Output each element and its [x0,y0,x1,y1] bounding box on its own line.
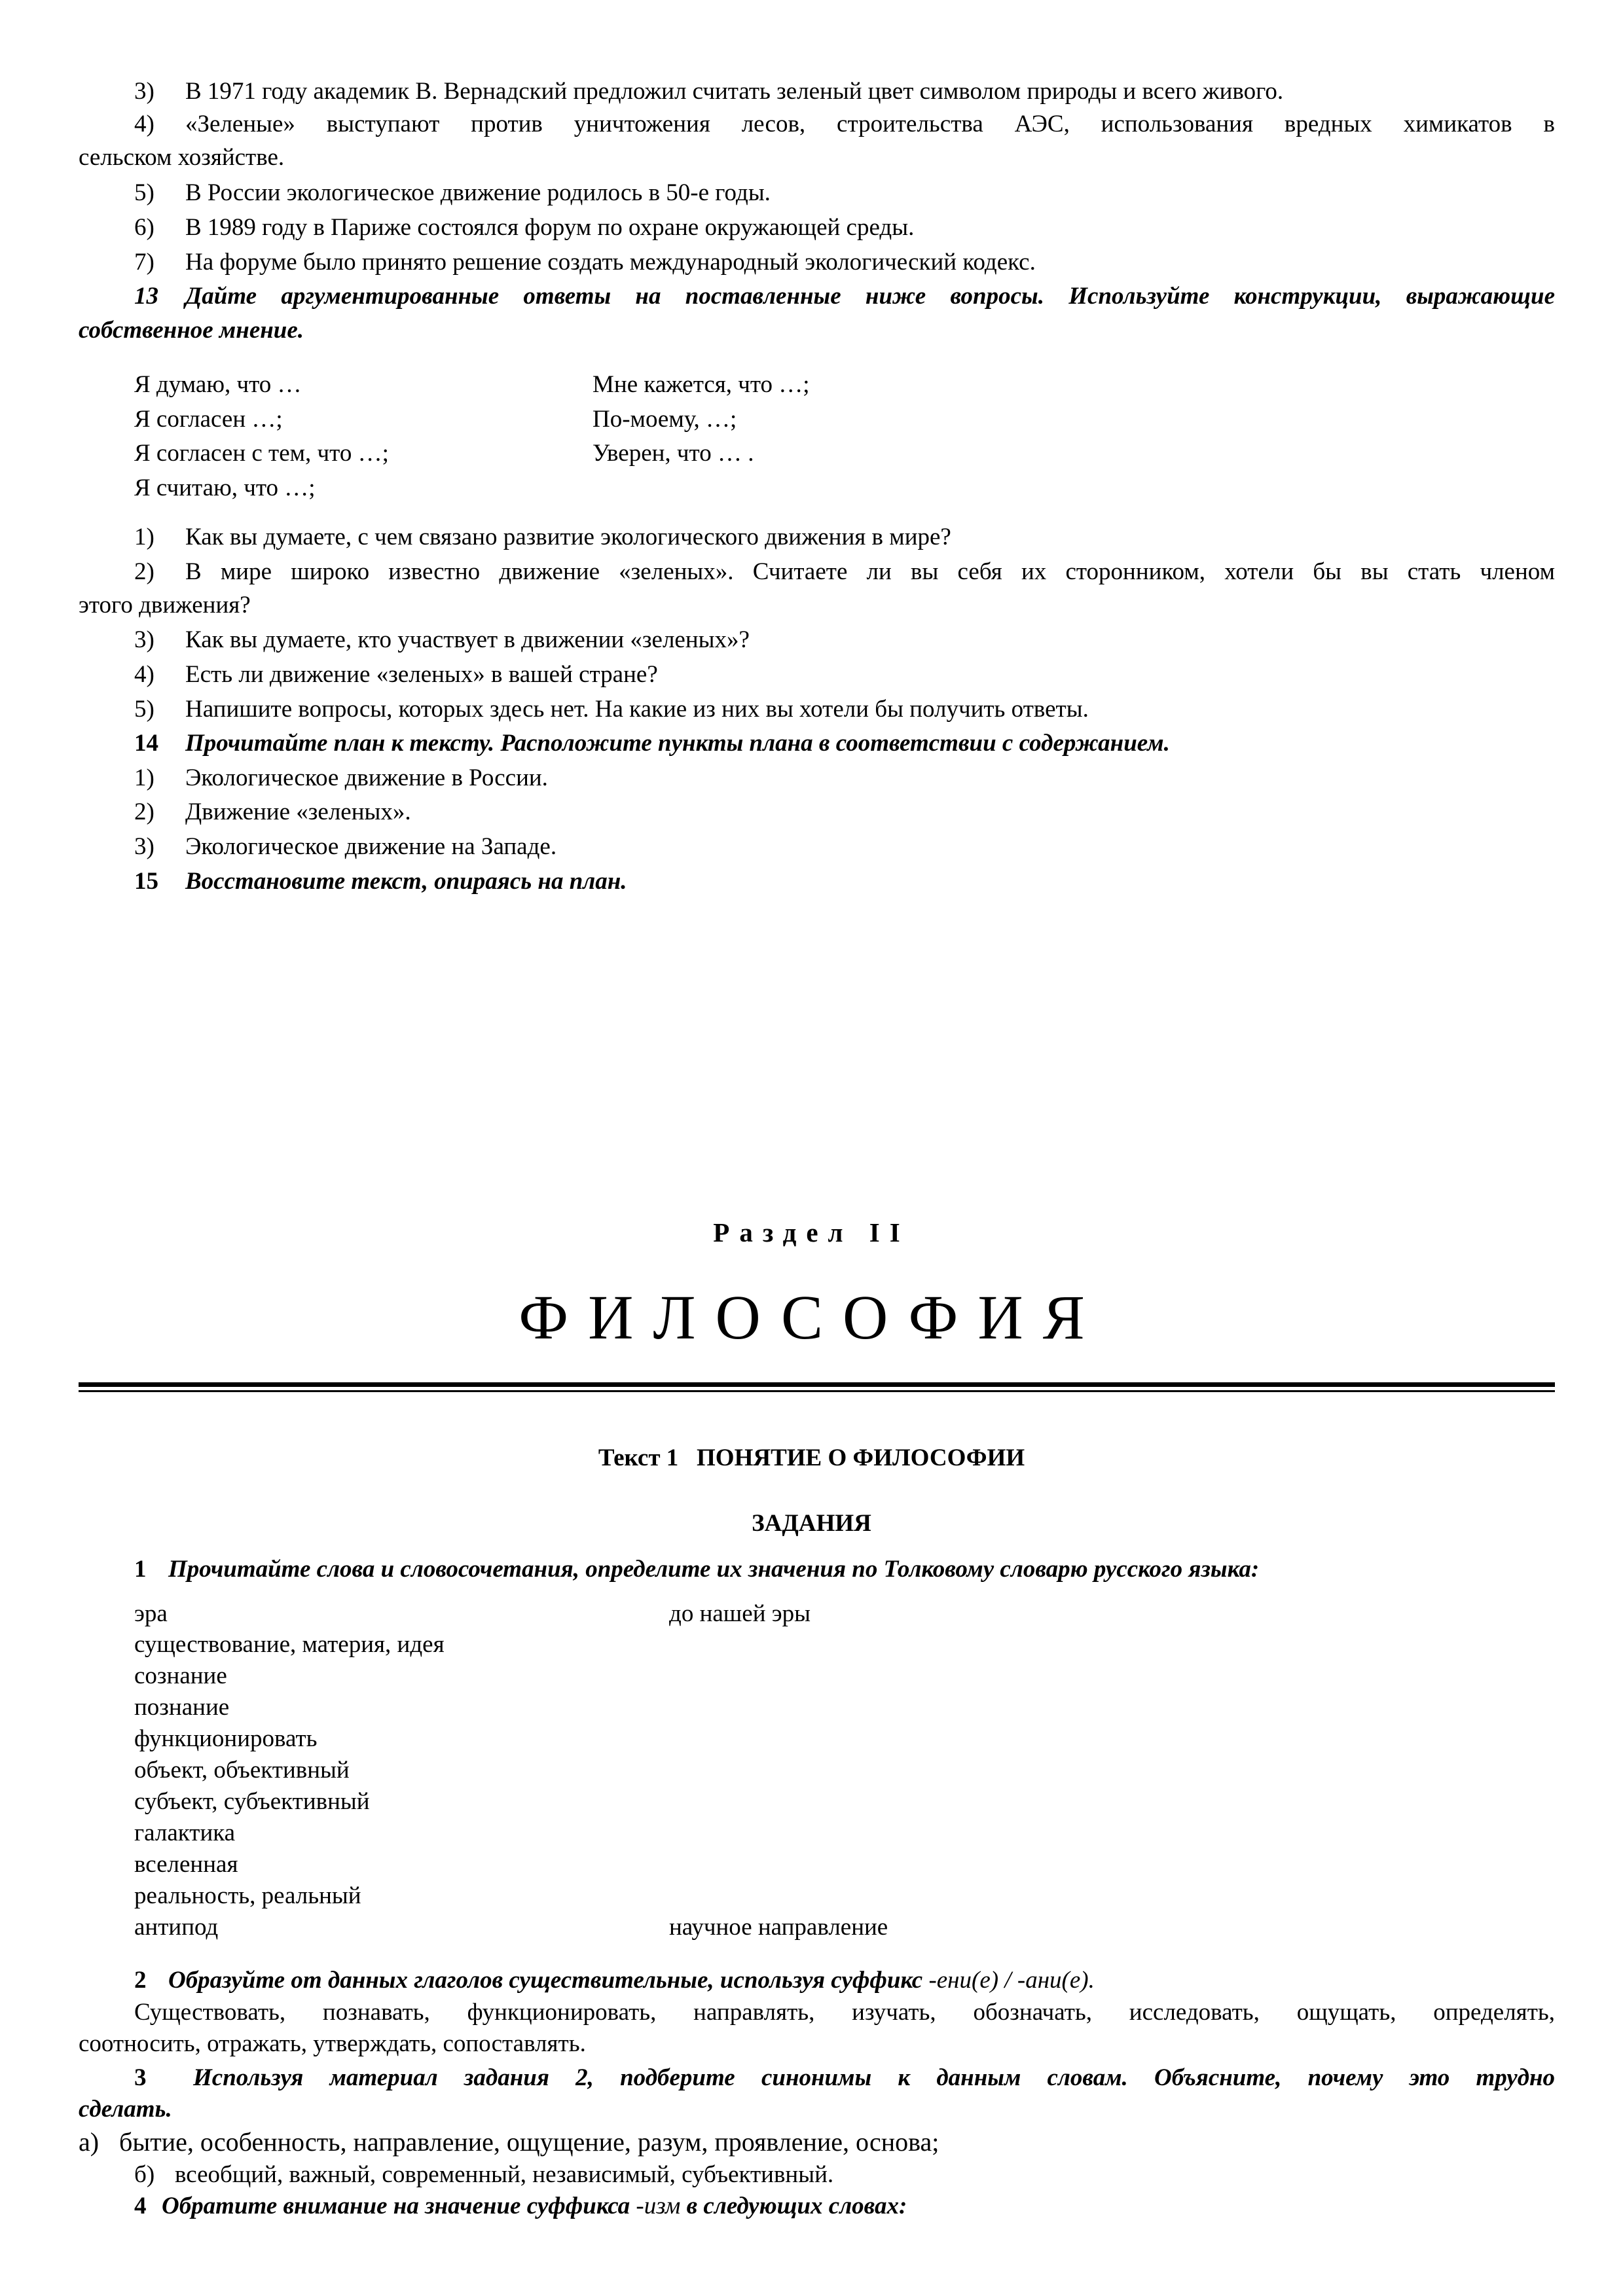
task-3: 3 Используя материал задания 2, подберите синонимы к данным словам. Объясните, почему это трудно [134,2064,1555,2091]
question: 5) Напишите вопросы, которых здесь нет. На какие из них вы хотели бы получить ответы. [134,696,1089,723]
plan-item: 2) Движение «зеленых». [134,798,411,825]
task-3-continuation: сделать. [79,2096,172,2123]
phrase-left: Я согласен …; [134,406,283,433]
section-label: Раздел II [713,1217,910,1247]
question: 2) В мире широко известно движение «зеленых». Считаете ли вы себя их сторонником, хотели бы вы стать членом [134,558,1555,585]
list-item: 7) На форуме было принято решение создать международный экологический кодекс. [134,249,1036,276]
tasks-heading: ЗАДАНИЯ [752,1510,871,1537]
list-item: 5) В России экологическое движение родилось в 50-е годы. [134,179,771,206]
task-4: 4 Обратите внимание на значение суффикса -изм в следующих словах: [134,2193,907,2219]
task-15: 15 Восстановите текст, опираясь на план. [134,868,627,895]
phrase-left: Я согласен с тем, что …; [134,440,389,467]
word-item: субъект, субъективный [134,1788,370,1815]
task-2: 2 Образуйте от данных глаголов существительные, используя суффикс -ени(е) / -ани(е). [134,1967,1095,1994]
double-rule-thick [79,1382,1555,1387]
question-continuation: этого движения? [79,592,251,619]
task-13-continuation: собственное мнение. [79,317,304,344]
phrase-right: Мне кажется, что …; [593,371,810,398]
task-14: 14 Прочитайте план к тексту. Расположите пункты плана в соответствии с содержанием. [134,730,1170,757]
text-heading: Текст 1 ПОНЯТИЕ О ФИЛОСОФИИ [598,1444,1025,1471]
question: 4) Есть ли движение «зеленых» в вашей стране? [134,661,658,688]
task-2-body-continuation: соотносить, отражать, утверждать, сопоставлять. [79,2030,586,2057]
word-item: сознание [134,1662,227,1689]
word-item: познание [134,1694,230,1721]
word-item-right: до нашей эры [669,1600,811,1627]
task-3-item: б) всеобщий, важный, современный, независимый, субъективный. [134,2161,834,2188]
word-item: эра [134,1600,168,1627]
list-item: 6) В 1989 году в Париже состоялся форум по охране окружающей среды. [134,214,915,241]
word-item-right: научное направление [669,1914,888,1941]
task-13: 13 Дайте аргументированные ответы на поставленные ниже вопросы. Используйте конструкции, выражающие [134,283,1555,310]
phrase-left: Я думаю, что … [134,371,302,398]
word-item: реальность, реальный [134,1882,361,1909]
word-item: антипод [134,1914,219,1941]
list-item: 4) «Зеленые» выступают против уничтожения лесов, строительства АЭС, использования вредных химикатов в [134,111,1555,137]
phrase-right: По-моему, …; [593,406,737,433]
question: 3) Как вы думаете, кто участвует в движении «зеленых»? [134,626,750,653]
plan-item: 3) Экологическое движение на Западе. [134,833,557,860]
phrase-left: Я считаю, что …; [134,475,316,501]
list-item-continuation: сельском хозяйстве. [79,144,285,171]
word-item: существование, материя, идея [134,1631,445,1658]
section-title: ФИЛОСОФИЯ [519,1282,1104,1352]
task-3-item: а) бытие, особенность, направление, ощущение, разум, проявление, основа; [79,2127,939,2157]
word-item: галактика [134,1820,236,1846]
plan-item: 1) Экологическое движение в России. [134,764,548,791]
phrase-right: Уверен, что … . [593,440,754,467]
double-rule-thin [79,1390,1555,1392]
word-item: функционировать [134,1725,318,1752]
list-item: 3) В 1971 году академик В. Вернадский предложил считать зеленый цвет символом природы и всего живого. [134,78,1284,105]
question: 1) Как вы думаете, с чем связано развитие экологического движения в мире? [134,524,951,550]
word-item: объект, объективный [134,1757,350,1784]
task-2-body: Существовать, познавать, функционировать, направлять, изучать, обозначать, исследовать, ощущать, определять, [134,1999,1555,2026]
word-item: вселенная [134,1851,238,1878]
task-1: 1 Прочитайте слова и словосочетания, определите их значения по Толковому словарю русского языка: [134,1556,1260,1583]
